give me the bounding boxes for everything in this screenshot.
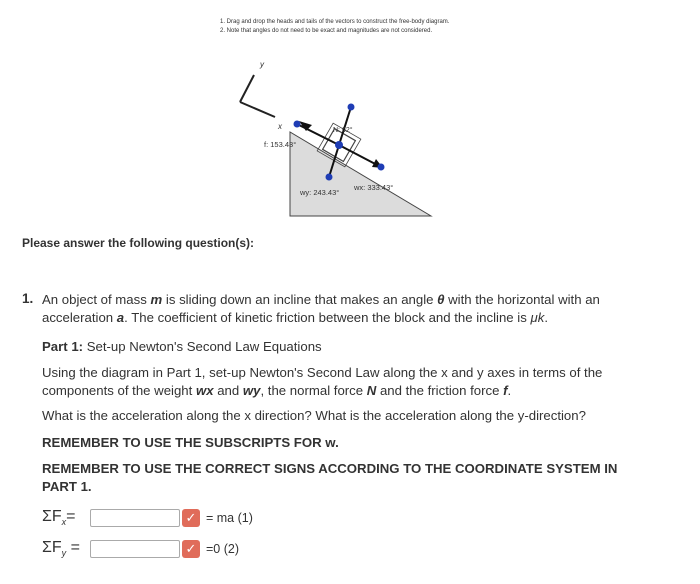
incline — [290, 132, 431, 216]
friction-label: f: 153.43° — [264, 140, 297, 149]
part1-label: Part 1: — [42, 339, 84, 354]
y-axis-label: y — [260, 60, 264, 69]
question-text-b: is sliding down an incline that makes an angle — [162, 292, 438, 307]
var-a: a — [116, 310, 125, 325]
var-f: f — [503, 383, 508, 398]
x-axis-label: x — [278, 122, 282, 131]
sum-fy-rhs: =0 (2) — [206, 542, 240, 556]
setup-instructions — [42, 364, 642, 400]
question-text-e: . — [544, 310, 548, 325]
sum-fy-check-icon: ✓ — [182, 540, 200, 558]
var-m: m — [150, 292, 163, 307]
sum-fx-subscript: x — [61, 517, 67, 528]
wy-handle[interactable] — [326, 174, 333, 181]
instruction-line-2: 2. Note that angles do not need to be exact and magnitudes are not considered. — [220, 28, 433, 34]
axis-x — [240, 102, 275, 117]
var-theta: θ — [437, 292, 445, 307]
var-wx: wx — [195, 383, 214, 398]
reminder-signs: REMEMBER TO USE THE CORRECT SIGNS ACCORDING TO THE COORDINATE SYSTEM IN PART 1. — [42, 461, 618, 494]
part1-title: Set-up Newton's Second Law Equations — [86, 339, 322, 354]
sum-fx-check-icon: ✓ — [182, 509, 200, 527]
instruction-line-1: 1. Drag and drop the heads and tails of the vectors to construct the free-body diagram. — [220, 19, 450, 25]
var-wy: wy — [242, 383, 261, 398]
answer-prompt: Please answer the following question(s): — [22, 236, 255, 250]
sum-fy-label: $\Sigma F_y$ = — [42, 539, 80, 559]
var-n: N — [366, 383, 377, 398]
diagram-instructions — [220, 18, 449, 36]
part1-header — [42, 338, 642, 356]
question-text-c: with the horizontal with an acceleration — [42, 292, 600, 325]
wx-label: wx: 333.43° — [354, 183, 394, 192]
sum-fy-sigma: ΣF — [42, 539, 62, 557]
question-text-d: . The coefficient of kinetic friction between the block and the incline is — [124, 310, 531, 325]
friction-handle[interactable] — [294, 121, 301, 128]
free-body-diagram — [230, 55, 440, 220]
setup-text-b: and — [213, 383, 243, 398]
reminder-subscripts: REMEMBER TO USE THE SUBSCRIPTS FOR w. — [42, 435, 339, 450]
question-text-a: An object of mass — [42, 292, 151, 307]
setup-text-a: Using the diagram in Part 1, set-up Newton's Second Law along the x and y axes in terms of the components of the weight — [42, 365, 603, 398]
equation-sum-fx — [42, 507, 253, 529]
var-mu-k: μk — [530, 310, 545, 325]
wy-label: wy: 243.43° — [300, 188, 340, 197]
acceleration-question: What is the acceleration along the x direction? What is the acceleration along the y-direction? — [42, 408, 586, 423]
sum-fx-rhs: = ma (1) — [206, 511, 253, 525]
normal-handle[interactable] — [348, 104, 355, 111]
question-text — [42, 291, 642, 327]
sum-fy-subscript: y — [61, 548, 67, 559]
setup-text-c: , the normal force — [260, 383, 367, 398]
setup-text-d: and the friction force — [376, 383, 504, 398]
sum-fx-sigma: ΣF — [42, 508, 62, 526]
sum-fx-label: $\Sigma F_x=$ — [42, 508, 76, 528]
question-number: 1. — [22, 291, 34, 306]
sum-fx-input[interactable] — [90, 509, 180, 527]
sum-fy-input[interactable] — [90, 540, 180, 558]
wx-handle[interactable] — [378, 164, 385, 171]
vector-origin[interactable] — [335, 141, 343, 149]
setup-text-e: . — [507, 383, 512, 398]
normal-vector[interactable] — [339, 107, 351, 145]
axis-y — [240, 75, 254, 102]
equation-sum-fy — [42, 538, 239, 560]
normal-label: N: 62° — [333, 127, 353, 134]
